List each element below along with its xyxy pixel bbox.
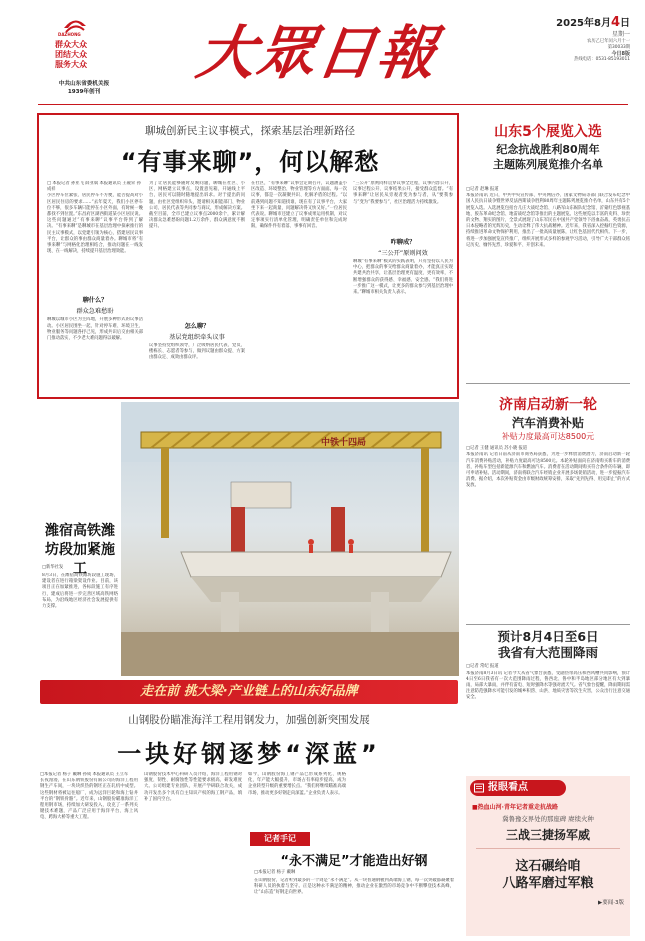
lunar-date: 农历乙巳年闰六月十一 xyxy=(587,39,630,44)
lead-byline: □ 本报记者 孙亚飞 薛亚斌 本报通讯员 王砚荣 孙成祥 xyxy=(47,181,141,193)
logo-text: DAZHONG xyxy=(58,32,81,37)
commentary-headline: “永不满足”才能造出好钢 xyxy=(280,854,428,869)
dazhong-logo-icon xyxy=(62,14,88,34)
lead-kicker: 聊城创新民主议事模式，探索基层治理新路径 xyxy=(145,125,355,137)
commentary-tag: 记者手记 xyxy=(250,832,310,846)
lead-column-3 xyxy=(251,181,347,395)
exhibition-body: 本报济南讯 近日，中共中央宣传部、中央网信办、国家文物局等部门联合发布纪念中国人民抗日战争暨世界反法西斯战争胜利80周年主题陈列展览推介名单，山东共有5个展览入选。入选展览包括台儿庄大战纪念馆、八路军山东纵队纪念馆、沂蒙红色影视基地、胶东革命纪念馆、地雷战纪念馆等推出的主题展览。这些展览以丰富的史料、珍贵的文物、翔实的图片，全景式展现了山东军民在中国共产党领导下浴血奋战、英勇抗击日本侵略者的光辉历史，生动诠释了伟大抗战精神。近年来，我省深入挖掘红色资源，持续推进革命文物保护利用，推出了一批高质量展陈，让红色基因代代相传。下一步，将进一步加强展览宣传推广，组织开展形式多样的参观学习活动，引导广大干部群众铭记历史、缅怀先烈、珍爱和平、开创未来。 xyxy=(466,193,630,248)
industry-chain-banner xyxy=(40,680,458,704)
steel-column-2 xyxy=(144,772,242,936)
girder-company-label: 中铁十四局 xyxy=(321,438,367,448)
right-column xyxy=(466,113,630,763)
car-byline: □记者 王健 通讯员 苏小晓 报道 xyxy=(466,446,528,452)
weather-byline: □记者 常纪 报道 xyxy=(466,664,499,670)
lead-column-4 xyxy=(353,181,453,395)
highlights-tag xyxy=(470,780,566,796)
subhead-2b: 基层党组织牵头议事 xyxy=(169,334,225,341)
issue-date: 2025年8月4日 xyxy=(556,15,630,30)
issue-number: 第30033期 xyxy=(607,45,630,50)
car-line-1: 济南启动新一轮 xyxy=(499,397,597,414)
exhibition-line-3: 主题陈列展览推介名单 xyxy=(493,158,603,171)
highlights-section: ■热血山河·青年记者重走抗战路 xyxy=(472,804,558,811)
slogan-3: 服务大众 xyxy=(55,60,87,69)
car-subsidy-headline xyxy=(466,388,630,442)
weather-line-2: 我省有大范围降雨 xyxy=(497,645,598,661)
bridge-girder-illustration xyxy=(121,402,459,676)
subhead-2: 怎么聊？ xyxy=(184,323,210,330)
exhibition-byline: □记者 赵琳 报道 xyxy=(466,187,499,192)
highlights-tag-label: 报眼看点 xyxy=(488,782,528,793)
slogans xyxy=(55,40,87,70)
exhibition-line-1: 山东5个展览入选 xyxy=(494,124,602,140)
photo-byline: □新华社发 xyxy=(42,565,64,570)
page-count: 今日8版 xyxy=(611,51,630,57)
highlight-1-title[interactable]: 三战三捷扬军威 xyxy=(505,828,590,842)
sponsor xyxy=(40,80,128,96)
founded-year: 1939年创刊 xyxy=(67,89,101,95)
divider xyxy=(466,383,630,384)
weather-body: 本报济南8月3日讯 记者今天从省气象台获悉，受副热带高压和西风槽共同影响，预计4日至6日我省有一次大范围降雨过程，鲁西北、鲁中和半岛地区部分地区有大到暴雨，局部大暴雨，并伴有雷电、短时强降水等强对流天气。省气象台提醒，降雨期间需注意防范强降水可能引发的城乡积涝、山洪、地质灾害等次生灾害，公众出行注意交通安全。 xyxy=(466,670,630,701)
highlight-2-title-b[interactable]: 八路军磨过军粮 xyxy=(502,876,594,891)
hotline: 热线电话：0531-85193011 xyxy=(574,57,630,62)
steel-byline: □本报记者 杨子 戴琳 孙成 本报通讯员 王立军 xyxy=(40,772,129,777)
subhead-1b: 群众急难愁盼 xyxy=(76,308,114,316)
exhibition-line-2: 纪念抗战胜利80周年 xyxy=(496,143,600,156)
steel-col3-text: 如今，山钢股份海工钢产品已形成系列化、规格化，年产能大幅提升，市场占有率稳步提高，成为企业转型升级的重要增长点。“我们将继续瞄准高端市场，推动更多好钢走向深蓝。”企业负责人表示。 xyxy=(248,772,346,796)
construction-photo xyxy=(121,402,459,676)
weather-headline xyxy=(466,629,630,661)
car-line-2: 汽车消费补贴 xyxy=(511,416,584,431)
highlight-2-page-ref[interactable]: ▶要闻·3版 xyxy=(598,900,624,906)
subhead-3: 咋聊成？ xyxy=(390,239,416,246)
lead-col4-text: “三公开”原则同样贯穿议事全过程，议事内容公开、议事过程公开、议事结果公开，接受群众监督。“有事来聊”让居民从旁观者变为参与者，从“要我参与”变为“我要参与”，社区治理活力持续激发。 xyxy=(353,181,453,205)
steel-kicker: 山钢股份瞄准海洋工程用钢发力，加强创新突围发展 xyxy=(128,714,370,726)
highlights-box xyxy=(466,776,630,936)
newspaper-title: 大眾日報 xyxy=(192,19,443,87)
car-subtitle: 补贴力度最高可达8500元 xyxy=(501,432,595,442)
newspaper-icon xyxy=(474,783,484,793)
lead-story xyxy=(37,113,459,399)
subhead-1: 聊什么？ xyxy=(82,297,108,305)
weekday: 星期一 xyxy=(611,31,630,38)
lead-column-1 xyxy=(47,181,143,395)
masthead-rule xyxy=(38,104,628,105)
highlight-2-title-a[interactable]: 这石碾给咱 xyxy=(515,859,581,874)
slogan-1: 群众大众 xyxy=(55,40,87,49)
lead-col1-text: 小区停车位紧张、居民停车不方便，能否提高对小区居民住房的要求……“去年夏天，我们小区停车位不够，很多车辆只能停在小区外面，有时候一晚都找不到位置。”东昌府区湖西街道某小区居民说。这些问题通过“有事来聊”议事平台得到了解决。“有事来聊”是聊城市在基层治理中探索推行的民主议事模式，以党建引领为核心，搭建居民议事平台，让群众的事由群众商量着办。聊城市将“有事来聊”与网格化治理相结合，推动问题在一线发现、在一线解决，持续提升基层治理效能。 xyxy=(47,193,143,255)
photo-caption-headline: 潍宿高铁潍坊段加紧施工 xyxy=(45,523,115,577)
lead-col4b-text: 聊城“有事来聊”模式的实践表明，只有坚持以人民为中心，把群众的事交给群众商量着办，才能真正实现共建共治共享，让基层治理更有温度、更有效率，不断增强群众的获得感、幸福感、安全感。“我们将进一步推广这一模式，让更多的群众参与到基层治理中来。”聊城市相关负责人表示。 xyxy=(353,259,453,296)
subhead-3b: “三公开”原则问效 xyxy=(378,250,428,257)
masthead xyxy=(0,0,645,108)
lead-col2b-text: 议事坚持党组织领导，广泛吸纳居民代表、党员、楼栋长、志愿者等参与，做到议题由群众提、方案由群众定、成效由群众评。 xyxy=(149,343,245,361)
steel-column-1 xyxy=(40,772,138,936)
lead-column-2 xyxy=(149,181,245,395)
steel-headline: 一块好钢逐梦“深蓝” xyxy=(117,740,381,768)
car-body: 本报济南讯 记者日前从济南市商务局获悉，为进一步释放消费潜力，济南启动新一轮汽车消费补贴活动，补贴力度最高可达8500元。本轮补贴面向在济南购买新车的消费者，补贴车型包括新能源汽车和燃油汽车。消费者在活动期间购买符合条件的车辆，即可申请补贴。活动期间，济南将联合汽车经销企业开展多场促销活动，进一步提振汽车消费。据介绍，本次补贴资金由市级财政统筹安排，采取“先到先得、用完即止”的方式发放。 xyxy=(466,452,630,489)
highlight-1-sub[interactable]: 冀鲁豫交界处的那座碑 赓续火种 xyxy=(502,815,594,823)
steel-col2-text: 山钢股份技术中心科研人员介绍，海洋工程用钢对强度、韧性、耐腐蚀性等性能要求极高，研发难度大。公司组建专业团队，开展产学研联合攻关，成功开发出多个具有自主知识产权的海工钢产品，填补了国内空白。 xyxy=(144,772,242,802)
weather-line-1: 预计8月4日至6日 xyxy=(497,629,599,645)
divider xyxy=(466,624,630,625)
steel-column-3 xyxy=(248,772,346,830)
date-block xyxy=(500,14,630,63)
photo-caption-body: 8月3日，在潍宿高铁潍坊段施工现场，建设者在进行箱梁架设作业。目前，该项目正在加紧推进，各标段施工有序进行，建成后将进一步完善区域高铁网络布局，为沿线地区经济社会发展提供有力支撑。 xyxy=(42,573,118,610)
lead-headline: “有事来聊”，何以解愁 xyxy=(120,148,380,176)
commentary-byline: □本报记者 杨子 戴琳 xyxy=(254,870,296,875)
steel-col1-text: 长夜漫漫，在山东钢铁股份有限公司的海洋工程用钢生产车间，一块块炽热的钢坯正在轧机中成型。这些钢材将被运往船厂，成为远洋巨轮和海上钻井平台的“钢铁骨骼”。近年来，山钢股份瞄准海洋工程用钢市场，持续加大研发投入，攻克了一系列关键技术难题，产品广泛应用于海洋平台、海上风电、跨海大桥等重大工程。 xyxy=(40,778,138,821)
lead-col2-text: 为了让居民能够随时反映问题，聊城在社区、小区、网格建立议事点，设置意见箱，开通线上平台，居民可以随时随地提出诉求。对于提出的问题，由社区党组织牵头，邀请相关职能部门、物业公司、居民代表等共同参与商议，形成解决方案。截至目前，全市已建立议事点2000余个，累计解决群众急难愁盼问题1.2万余件，群众满意度不断提升。 xyxy=(149,181,245,230)
lead-col1b-text: 聊城以城市小区为主阵地，开展多种形式的议事活动。小区居民围坐一起，针对停车难、环境卫生、物业服务等问题各抒己见，形成共识后交由相关部门推动落实，不少老大难问题得以破解。 xyxy=(47,317,143,342)
banner-text: 走在前 挑大梁·产业链上的山东好品牌 xyxy=(140,684,358,699)
commentary-body: 在山钢股份，记者听到最多的一个词是“永不满足”。从一块普通钢板到高端海工钢，每一次突破都凝聚着科研人员的执着与坚守。正是这种永不满足的精神，推动企业在激烈的市场竞争中不断攀登技术高峰，让“山东造”好钢走向世界。 xyxy=(254,878,454,896)
lead-col3-text: 在社区，“有事来聊”议事会定期召开，议题涵盖小区改造、环境整治、物业管理等方方面面。每一次议事，都是一次凝聚共识、化解矛盾的过程。“以前遇到问题不知道找谁，现在有了议事平台，大家坐下来一起商量，问题解决得又快又好。”一位居民代表说。聊城市还建立了议事成果运用机制，对议定事项实行清单化管理，明确责任单位和完成时限，确保件件有着落、事事有回音。 xyxy=(251,181,347,230)
sponsor-name: 中共山东省委机关报 xyxy=(58,81,110,87)
exhibition-headline xyxy=(466,113,630,181)
highlights-divider xyxy=(476,848,620,849)
slogan-2: 团结大众 xyxy=(55,50,87,59)
